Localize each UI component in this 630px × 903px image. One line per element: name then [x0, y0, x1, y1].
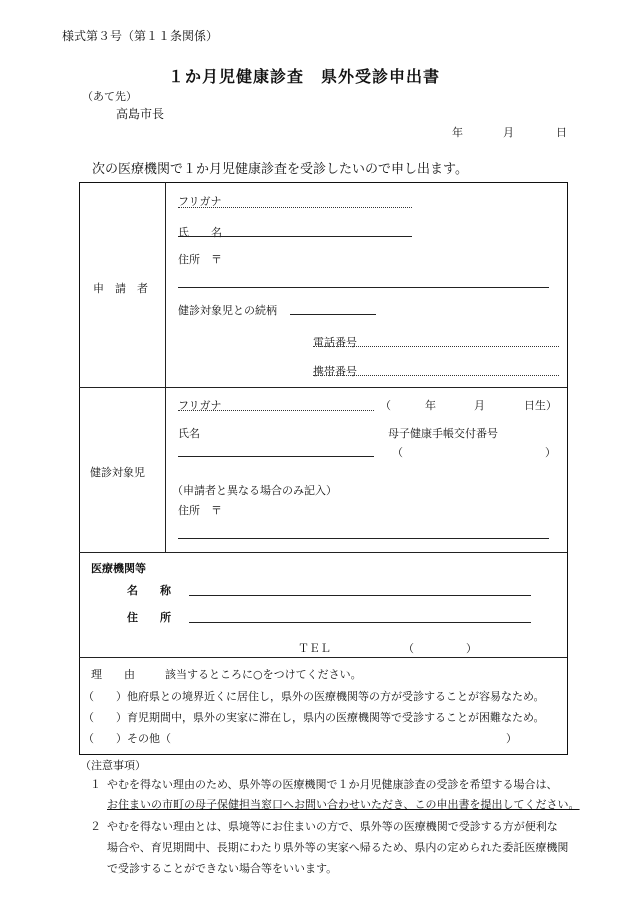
row-divider-medical: [79, 657, 567, 658]
child-birth-open: （: [380, 399, 391, 412]
row-divider-child: [79, 552, 567, 553]
child-name-field[interactable]: [178, 456, 374, 457]
note-1-line-2: お住まいの市町の母子保健担当窓口へお問い合わせいただき、この申出書を提出してください。: [107, 798, 580, 811]
handbook-number-label: 母子健康手帳交付番号: [388, 427, 498, 440]
date-month: 月: [503, 126, 514, 139]
applicant-mobile-field[interactable]: [313, 375, 559, 376]
handbook-paren-close: ）: [545, 446, 556, 459]
intro-text: 次の医療機関で１か月児健康診査を受診したいので申し出ます。: [92, 162, 468, 177]
applicant-name-field[interactable]: [178, 236, 412, 237]
reason-option-1[interactable]: （ ）他府県との境界近くに居住し，県外の医療機関等の方が受診することが容易なため。: [83, 690, 545, 703]
applicant-section-label: 申 請 者: [93, 282, 148, 295]
child-furigana-field[interactable]: [178, 410, 374, 411]
applicant-phone-field[interactable]: [313, 346, 559, 347]
medical-address-label: 住 所: [127, 611, 171, 624]
child-furigana-label: フリガナ: [178, 399, 222, 412]
note-2-line-2: 場合や、育児期間中、長期にわたり県外等の実家へ帰るため、県内の定められた委託医療機関: [107, 841, 569, 854]
date-day: 日: [556, 126, 567, 139]
child-address-note: （申請者と異なる場合のみ記入）: [172, 484, 337, 497]
note-1-line-1: やむを得ない理由のため、県外等の医療機関で１か月児健康診査の受診を希望する場合は、: [107, 778, 558, 791]
child-birth-year: 年: [425, 399, 436, 412]
medical-address-field[interactable]: [189, 622, 531, 623]
applicant-furigana-field[interactable]: [178, 207, 412, 208]
handbook-paren-open: （: [392, 446, 403, 459]
applicant-furigana-label: フリガナ: [178, 195, 222, 208]
applicant-name-label: 氏 名: [178, 226, 222, 239]
addressee: 高島市長: [116, 107, 165, 121]
applicant-address-field[interactable]: [178, 287, 549, 288]
reason-header: 理 由: [91, 668, 135, 681]
reason-option-3[interactable]: （ ）その他（: [83, 732, 171, 745]
notes-header: （注意事項）: [80, 759, 146, 772]
child-section-label: 健診対象児: [90, 466, 145, 479]
addressee-label: （あて先）: [82, 90, 137, 103]
medical-section-label: 医療機関等: [91, 562, 146, 575]
child-name-label: 氏名: [178, 427, 200, 440]
child-birth-day: 日生）: [524, 399, 557, 412]
page-title: １か月児健康診査 県外受診申出書: [168, 67, 441, 86]
note-2-number: ２: [90, 820, 101, 833]
note-2-line-1: やむを得ない理由とは、県境等にお住まいの方で、県外等の医療機関で受診する方が便利な: [107, 820, 558, 833]
note-1-number: １: [90, 778, 101, 791]
applicant-address-label: 住所 〒: [178, 253, 222, 266]
reason-instruction: 該当するところに○をつけてください。: [165, 668, 362, 681]
child-address-field[interactable]: [178, 538, 549, 539]
medical-tel-close: ）: [466, 642, 477, 655]
medical-name-field[interactable]: [189, 595, 531, 596]
medical-tel-label: ＴＥＬ: [298, 642, 331, 655]
medical-tel-open: （: [403, 642, 414, 655]
applicant-relation-field[interactable]: [290, 314, 376, 315]
medical-name-label: 名 称: [127, 584, 171, 597]
column-divider: [165, 182, 166, 552]
reason-other-close: ）: [506, 732, 517, 745]
applicant-mobile-label: 携帯番号: [313, 365, 357, 378]
row-divider-applicant: [79, 387, 567, 388]
child-address-label: 住所 〒: [178, 504, 222, 517]
date-year: 年: [452, 126, 463, 139]
note-2-line-3: で受診することができない場合等をいいます。: [107, 862, 338, 875]
applicant-phone-label: 電話番号: [313, 336, 357, 349]
reason-option-2[interactable]: （ ）育児期間中，県外の実家に滞在し，県内の医療機関等で受診することが困難なため。: [83, 711, 545, 724]
form-number: 様式第３号（第１１条関係）: [62, 29, 219, 43]
applicant-relation-label: 健診対象児との続柄: [178, 304, 277, 317]
child-birth-month: 月: [474, 399, 485, 412]
